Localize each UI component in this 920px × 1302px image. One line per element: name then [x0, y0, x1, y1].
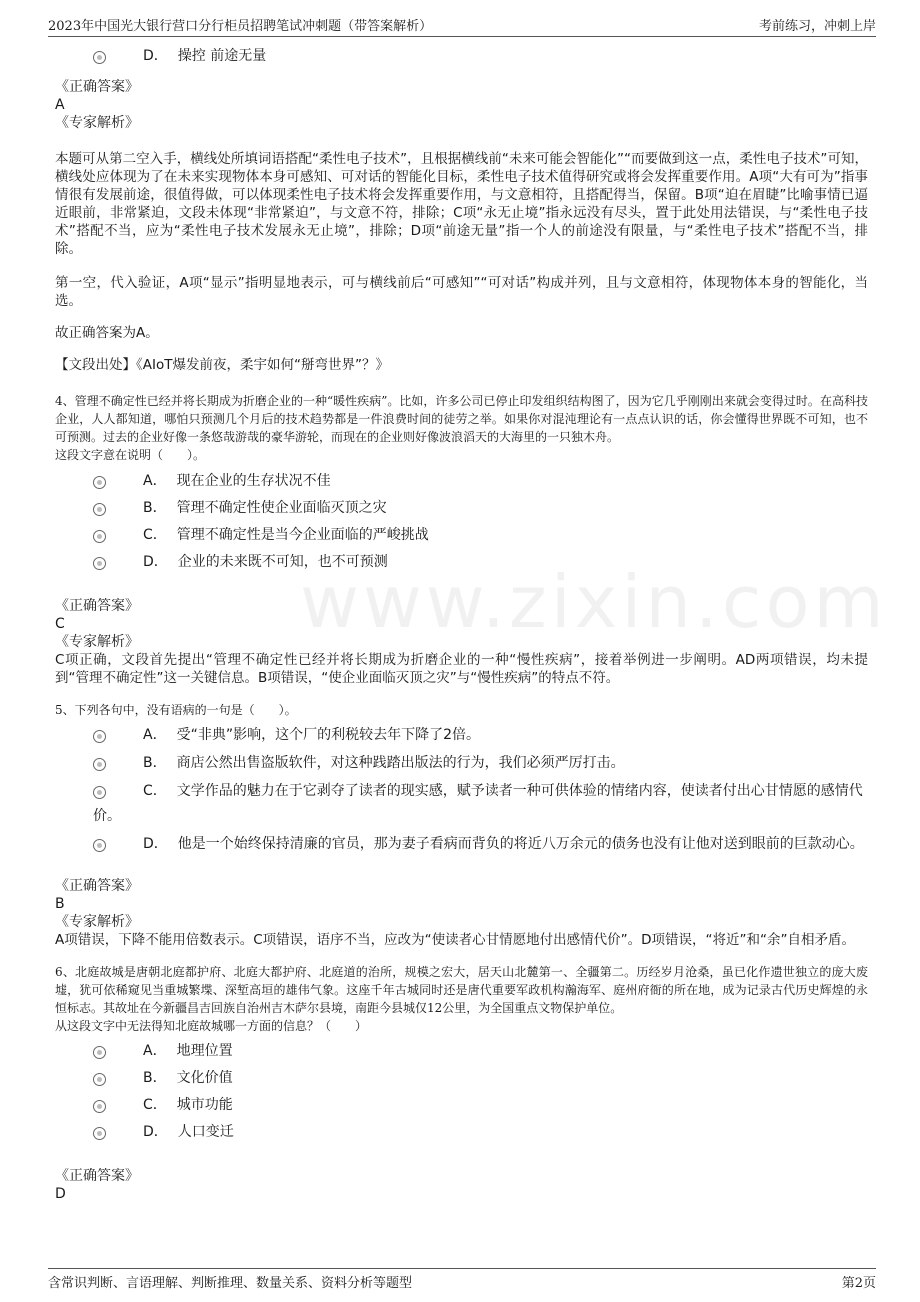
q6-option-c[interactable]	[55, 1093, 868, 1118]
analysis-paragraph: C项正确，文段首先提出“管理不确定性已经并将长期成为折磨企业的一种“慢性疾病”，接着举例进一步阐明。AD两项错误，均未提到“管理不确定性”这一关键信息。B项错误，“使企业面临灭顶之灾”与“慢性疾病”的特点不符。	[55, 652, 868, 686]
option-text: 企业的未来既不可知，也不可预测	[177, 554, 388, 570]
answer-label: 《正确答案》	[55, 598, 139, 614]
radio-icon[interactable]	[93, 51, 106, 64]
question-stem: 5、下列各句中，没有语病的一句是（ ）。	[55, 703, 297, 717]
page-footer	[48, 1268, 876, 1291]
radio-icon[interactable]	[93, 503, 106, 516]
q5-option-d[interactable]	[55, 832, 868, 857]
page-header	[48, 10, 876, 37]
option-letter: D．	[143, 836, 168, 852]
analysis-paragraph: 本题可从第二空入手，横线处所填词语搭配“柔性电子技术”，且根据横线前“未来可能会智能化”“而要做到这一点，柔性电子技术”可知，横线处应体现为了在未来实现物体本身可感知、可对话的智能化目标，柔性电子技术值得研究或将会发挥重要作用。A项“大有可为”指事情很有发展前途，很值得做，可以体现柔性电子技术将会发挥重要作用，与文意相符，且搭配得当，保留。B项“迫在眉睫”比喻事情已逼近眼前，非常紧迫，文段未体现“非常紧迫”，与文意不符，排除；C项“永无止境”指永远没有尽头，置于此处用法错误，与“柔性电子技术”搭配不当，应为“柔性电子技术发展永无止境”，排除；D项“前途无量”指一个人的前途没有限量，与“柔性电子技术”搭配不当，排除。	[55, 151, 868, 257]
radio-icon[interactable]	[93, 839, 106, 852]
radio-icon[interactable]	[93, 530, 106, 543]
option-letter: D．	[143, 554, 168, 570]
radio-icon[interactable]	[93, 758, 106, 771]
option-letter: C．	[143, 527, 167, 543]
option-letter: B．	[143, 500, 167, 516]
radio-icon[interactable]	[93, 1127, 106, 1140]
q6-option-d[interactable]	[55, 1120, 868, 1145]
option-text: 人口变迁	[177, 1124, 234, 1140]
correct-answer: A	[55, 97, 65, 113]
option-text: 管理不确定性是当今企业面临的严峻挑战	[176, 527, 429, 543]
analysis-paragraph: A项错误，下降不能用倍数表示。C项错误，语序不当，应改为“使读者心甘情愿地付出感情代价”。D项错误，“将近”和“余”自相矛盾。	[55, 932, 856, 948]
correct-answer: D	[55, 1186, 66, 1202]
option-text: 文化价值	[176, 1070, 233, 1086]
q5-option-b[interactable]	[55, 751, 868, 776]
analysis-conclusion: 故正确答案为A。	[55, 325, 159, 341]
radio-icon[interactable]	[93, 1073, 106, 1086]
correct-answer: B	[55, 896, 65, 912]
option-letter: C．	[143, 783, 167, 799]
option-letter: A．	[143, 727, 167, 743]
radio-icon[interactable]	[93, 730, 106, 743]
q4-option-a[interactable]	[55, 469, 868, 494]
analysis-label: 《专家解析》	[55, 914, 139, 930]
q5-option-a[interactable]	[55, 723, 868, 748]
option-letter: D．	[143, 48, 168, 64]
correct-answer: C	[55, 616, 65, 632]
source-citation: 【文段出处】《AIoT爆发前夜，柔宇如何“掰弯世界”？》	[55, 357, 389, 373]
page-content	[55, 40, 868, 1203]
radio-icon[interactable]	[93, 1100, 106, 1113]
question-stem: 4、管理不确定性已经并将长期成为折磨企业的一种“暖性疾病”。比如，许多公司已停止印发组织结构图了，因为它几乎刚刚出来就会变得过时。在高科技企业，人人都知道，哪怕只预测几个月后的技术趋势都是一件浪费时间的徒劳之举。如果你对混沌理论有一点点认识的话，你会懂得世界既不可知，也不可预测。过去的企业好像一条悠哉游哉的豪华游轮，而现在的企业则好像波浪滔天的大海里的一只独木舟。	[55, 394, 868, 444]
q4-option-b[interactable]	[55, 496, 868, 521]
analysis-paragraph: 第一空，代入验证，A项“显示”指明显地表示，可与横线前后“可感知”“可对话”构成并列，且与文意相符，体现物体本身的智能化，当选。	[55, 275, 868, 309]
header-slogan: 考前练习，冲刺上岸	[758, 19, 876, 34]
option-text: 商店公然出售盗版软件，对这种践踏出版法的行为，我们必须严厉打击。	[176, 755, 625, 771]
answer-label: 《正确答案》	[55, 878, 139, 894]
q4-option-d[interactable]	[55, 550, 868, 575]
option-letter: D．	[143, 1124, 168, 1140]
q4-option-c[interactable]	[55, 523, 868, 548]
option-text: 地理位置	[176, 1043, 233, 1059]
option-text: 城市功能	[176, 1097, 233, 1113]
option-letter: C．	[143, 1097, 167, 1113]
option-text: 现在企业的生存状况不佳	[176, 473, 331, 489]
q5-option-c[interactable]	[55, 779, 868, 829]
question-stem: 6、北庭故城是唐朝北庭都护府、北庭大都护府、北庭道的治所，规模之宏大，居天山北麓第一、全疆第二。历经岁月沧桑，虽已化作遗世独立的庞大废墟，犹可依稀窥见当重城繁堞、深堑高垣的雄伟气象。这座千年古城同时还是唐代重要军政机构瀚海军、庭州府衙的所在地，成为记录古代历史辉煌的永恒标志。其故址在今新疆昌吉回族自治州吉木萨尔县境，南距今县城仅12公里，为全国重点文物保护单位。	[55, 965, 868, 1015]
option-letter: B．	[143, 1070, 167, 1086]
header-title: 2023年中国光大银行营口分行柜员招聘笔试冲刺题（带答案解析）	[48, 19, 433, 34]
answer-label: 《正确答案》	[55, 79, 139, 95]
watermark: www.zixin.com	[300, 560, 888, 644]
analysis-label: 《专家解析》	[55, 634, 139, 650]
option-letter: A．	[143, 1043, 167, 1059]
option-text: 受“非典”影响，这个厂的利税较去年下降了2倍。	[176, 727, 480, 743]
radio-icon[interactable]	[93, 786, 106, 799]
option-text: 管理不确定性使企业面临灭顶之灾	[176, 500, 387, 516]
question-prompt: 这段文字意在说明（ ）。	[55, 448, 206, 462]
q6-option-a[interactable]	[55, 1039, 868, 1064]
question-prompt: 从这段文字中无法得知北庭故城哪一方面的信息？（ ）	[55, 1019, 368, 1033]
radio-icon[interactable]	[93, 476, 106, 489]
radio-icon[interactable]	[93, 1046, 106, 1059]
page-number: 第2页	[841, 1276, 876, 1291]
q3-option-d[interactable]	[55, 44, 868, 69]
radio-icon[interactable]	[93, 557, 106, 570]
option-letter: B．	[143, 755, 167, 771]
option-text: 文学作品的魅力在于它剥夺了读者的现实感，赋予读者一种可供体验的情绪内容，使读者付出心甘情愿的感情代价。	[93, 783, 863, 824]
answer-label: 《正确答案》	[55, 1168, 139, 1184]
option-letter: A．	[143, 473, 167, 489]
option-text: 他是一个始终保持清廉的官员，那为妻子看病而背负的将近八万余元的债务也没有让他对送到眼前的巨款动心。	[177, 836, 864, 852]
footer-note: 含常识判断、言语理解、判断推理、数量关系、资料分析等题型	[48, 1276, 413, 1291]
q6-option-b[interactable]	[55, 1066, 868, 1091]
analysis-label: 《专家解析》	[55, 115, 139, 131]
option-text: 操控 前途无量	[177, 48, 267, 64]
